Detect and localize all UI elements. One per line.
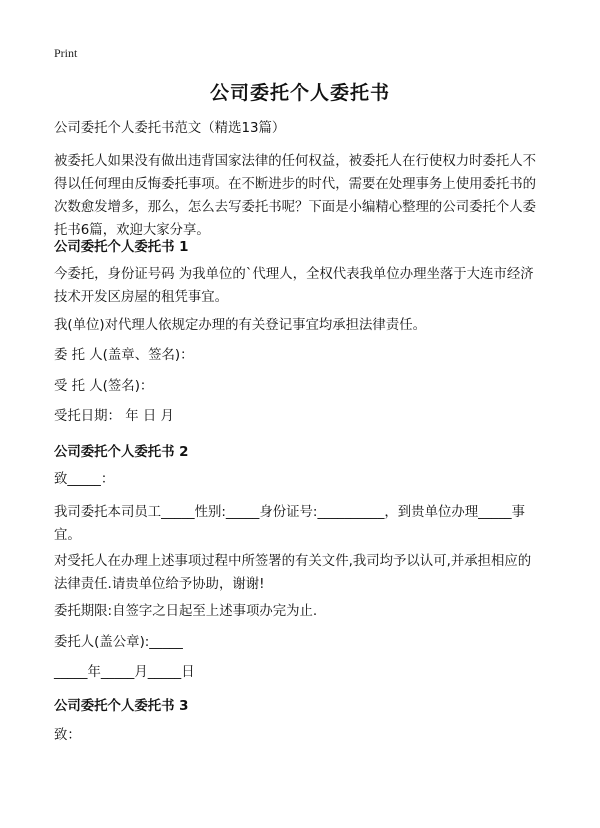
section-1-heading: 公司委托个人委托书 1 <box>54 240 189 255</box>
intro-line: 次数愈发增多，那么，怎么去写委托书呢？下面是小编精心整理的公司委托个人委 <box>54 200 537 215</box>
intro-line: 被委托人如果没有做出违背国家法律的任何权益，被委托人在行使权力时委托人不 <box>54 154 537 169</box>
document-title: 公司委托个人委托书 <box>209 82 390 104</box>
paragraph-line: 宜。 <box>54 528 81 543</box>
document-subtitle: 公司委托个人委托书范文（精选13篇） <box>54 121 286 136</box>
section-1-paragraph-1 <box>54 263 546 309</box>
section-1-principal-signature: 委 托 人(盖章、签名)： <box>54 348 194 363</box>
paragraph-line: 我司委托本司员工_____性别:_____身份证号:__________，到贵单位办理_____事 <box>54 505 525 520</box>
paragraph-line: 法律责任.请贵单位给予协助，谢谢! <box>54 577 265 592</box>
section-2-addressee: 致_____： <box>54 472 115 487</box>
section-1-date: 受托日期： 年 日 月 <box>54 409 174 424</box>
intro-paragraph <box>54 150 546 242</box>
section-2-period: 委托期限:自签字之日起至上述事项办完为止. <box>54 604 318 619</box>
section-2-signature: 委托人(盖公章):_____ <box>54 635 183 650</box>
section-3-heading: 公司委托个人委托书 3 <box>54 699 189 714</box>
section-2-heading: 公司委托个人委托书 2 <box>54 445 189 460</box>
intro-line: 得以任何理由反悔委托事项。在不断进步的时代，需要在处理事务上使用委托书的 <box>54 177 537 192</box>
print-link[interactable]: Print <box>54 46 78 60</box>
section-1-agent-signature: 受 托 人(签名)： <box>54 379 154 394</box>
section-2-date: _____年_____月_____日 <box>54 665 195 680</box>
paragraph-line: 今委托，身份证号码 为我单位的`代理人，全权代表我单位办理坐落于大连市经济 <box>54 267 534 282</box>
intro-line: 托书6篇，欢迎大家分享。 <box>54 223 210 238</box>
section-2-paragraph-2 <box>54 550 546 596</box>
paragraph-line: 技术开发区房屋的租凭事宜。 <box>54 290 229 305</box>
section-1-paragraph-2: 我(单位)对代理人依规定办理的有关登记事宜均承担法律责任。 <box>54 318 426 333</box>
section-2-paragraph-1 <box>54 501 546 547</box>
section-3-addressee: 致： <box>54 728 81 743</box>
paragraph-line: 对受托人在办理上述事项过程中所签署的有关文件,我司均予以认可,并承担相应的 <box>54 554 532 569</box>
